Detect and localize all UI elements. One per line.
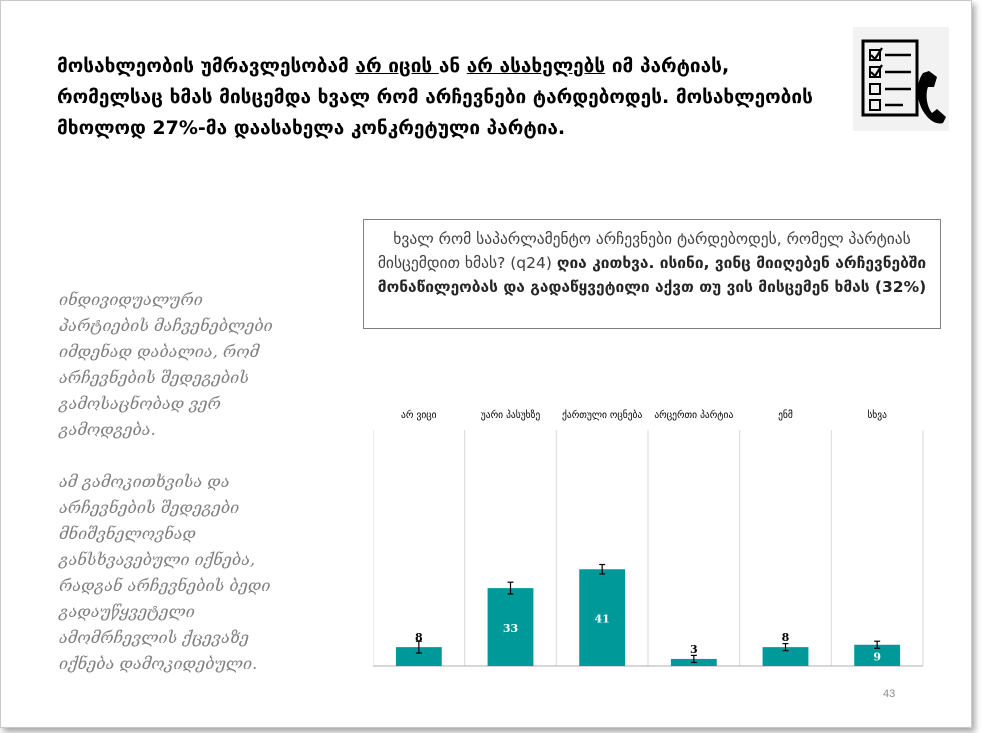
question-box (363, 219, 941, 329)
category-label: არ ვიცი (401, 410, 437, 421)
category-label: ქართული ოცნება (562, 410, 643, 421)
data-label: 8 (781, 631, 790, 645)
headline (57, 51, 827, 144)
headline-text-1: მოსახლეობის უმრავლესობამ (57, 55, 356, 77)
question-note: ღია კითხვა. ისინი, ვინც მიიღებენ არჩევნებში მონაწილეობას და გადაწყვეტილი აქვთ თუ ვის მისცემენ ხმას (32%) (377, 254, 927, 296)
side-commentary (59, 287, 339, 703)
page-number: 43 (883, 688, 896, 700)
side-paragraph-1: ინდივიდუალური პარტიების მაჩვენებლები იმდენად დაბალია, რომ არჩევნების შედეგების გამოსაცნობად ვერ გამოდგება. (59, 290, 273, 439)
category-label: სხვა (867, 410, 887, 421)
headline-text-3: იმ პარტიას, რომელსაც ხმას მისცემდა ხვალ რომ არჩევნები ტარდებოდეს. მოსახლეობის მხოლოდ 27%-მა დაასახელა კონკრეტული პარტია. (57, 55, 813, 139)
category-label: არცერთი პარტია (654, 410, 734, 421)
data-label: 8 (415, 631, 423, 645)
data-label: 9 (873, 650, 881, 664)
side-paragraph-2: ამ გამოკითხვისა და არჩევნების შედეგები მნიშვნელოვნად განსხვავებული იქნება, რადგან არჩევნების ბედი გადაუწყვეტელი ამომრჩევლის ქცევაზე იქნება დამოკიდებული. (59, 472, 271, 673)
data-label: 41 (594, 612, 610, 626)
headline-underline-2: არ ასახელებს (466, 55, 606, 77)
checklist-phone-icon (853, 27, 949, 131)
category-label: უარი პასუხზე (480, 410, 541, 421)
headline-text-2: ან (438, 55, 467, 77)
bar-chart (373, 389, 925, 671)
question-text: ხვალ რომ საპარლამენტო არჩევნები ტარდებოდეს, რომელ პარტიას მისცემდით ხმას? (q24) (377, 230, 911, 272)
data-label: 33 (502, 622, 519, 636)
headline-underline-1: არ იცის (355, 55, 439, 77)
data-label: 3 (690, 642, 698, 656)
category-label: ენმ (778, 410, 793, 421)
